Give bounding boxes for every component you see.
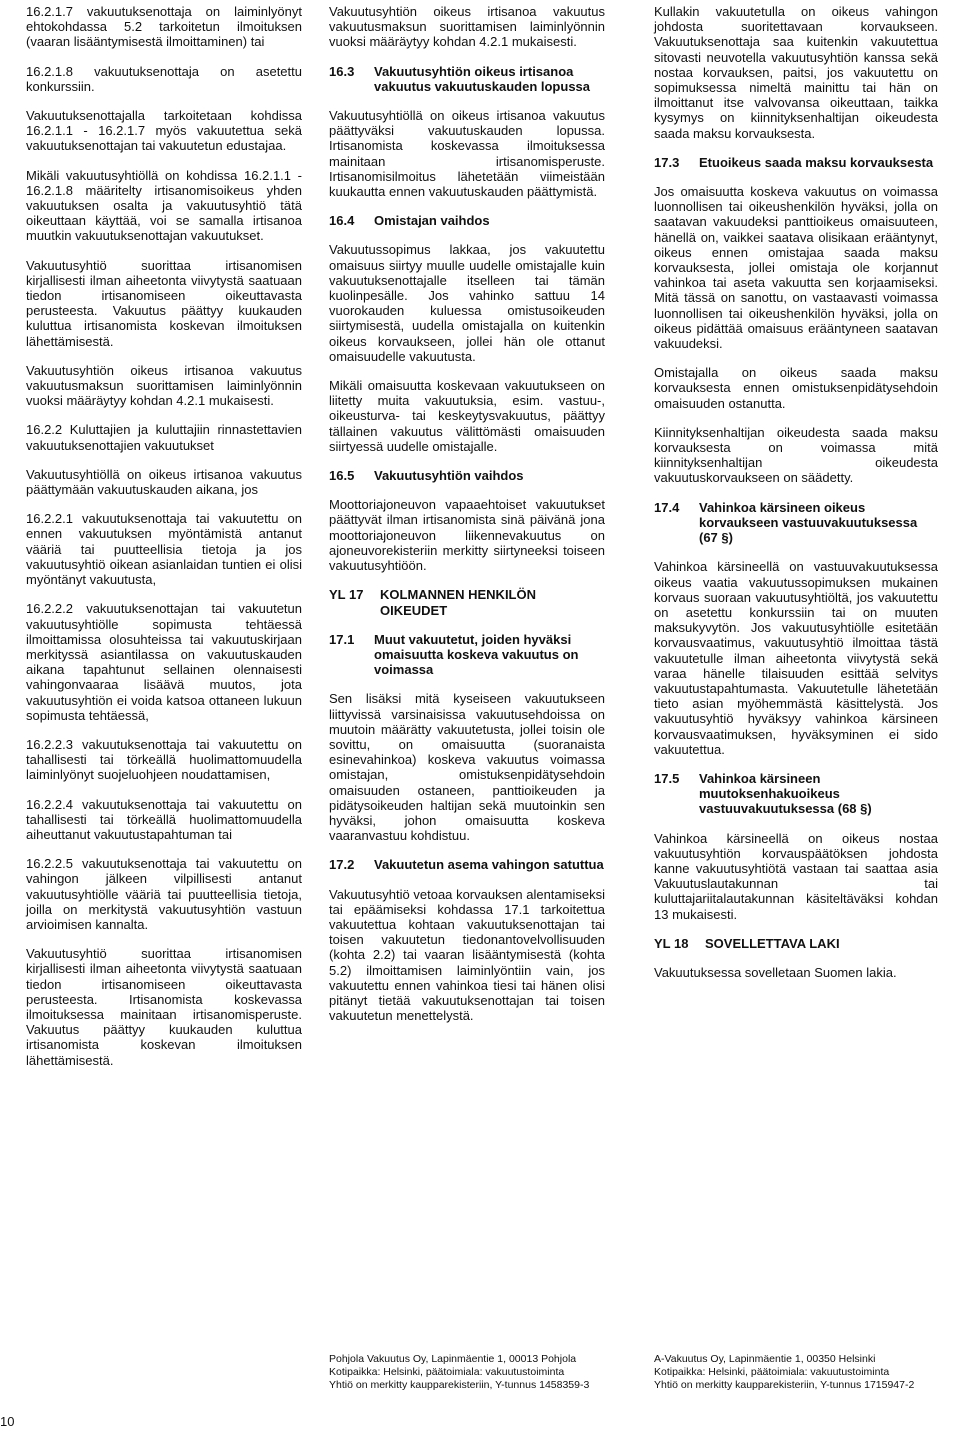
section-title: Vahinkoa kärsineen oikeus korvaukseen vastuuvakuutuksessa (67 §) bbox=[699, 499, 918, 546]
paragraph: Kullakin vakuutetulla on oikeus vahingon johdosta suoritettavaan korvaukseen. Vakuutuksenottaja saa kuitenkin vakuutettua sitovasti neuvotella vakuutusyhtiön kanssa sekä nostaa korvauksen, paitsi, jos vakuutettu on sopimuksessa nimeltä mainittu tai hän on ilmoittanut itse valvovansa oikeuttaan, taikka kysymys on kiinnityksenhaltijan oikeudesta saada maksu korvauksesta. bbox=[654, 4, 938, 141]
paragraph: Moottoriajoneuvon vapaaehtoiset vakuutukset päättyvät ilman irtisanomista sinä päivänä jona moottoriajoneuvon liikennevakuutus on ajoneuvorekisteriin merkitty siirtyneeksi toiseen vakuutusyhtiöön. bbox=[329, 497, 605, 574]
footer-line: Kotipaikka: Helsinki, päätoimiala: vakuutustoiminta bbox=[654, 1366, 890, 1378]
paragraph: Mikäli vakuutusyhtiöllä on kohdissa 16.2.1.1 - 16.2.1.8 määritelty irtisanomisoikeus yhden vakuutuksen osalta ja vakuutusyhtiö tätä oikeuttaan käyttää, voi se samalla irtisanoa muutkin vakuutuksenottajan vakuutukset. bbox=[26, 167, 302, 244]
footer-line: A-Vakuutus Oy, Lapinmäentie 1, 00350 Helsinki bbox=[654, 1353, 876, 1365]
paragraph: 16.2.1.7 vakuutuksenottaja on laiminlyönyt ehtokohdassa 5.2 tarkoitetun ilmoituksen (vaaran lisääntymisestä ilmoittaminen) tai bbox=[26, 4, 302, 50]
paragraph: 16.2.2.2 vakuutuksenottajan tai vakuutetun vakuutusyhtiölle sopimusta tehtäessä ilmoittamissa olosuhteissa tai vakuutuskirjaan merkityssä asiantilassa on vakuutuskauden aikana tapahtunut sellainen olennaisesti vahingonvaaraa lisäävä muutos, jota vakuutusyhtiön ei voida katsoa ottaneen lukuun sopimusta tehtäessä, bbox=[26, 601, 302, 723]
paragraph: Vakuutusyhtiön oikeus irtisanoa vakuutus vakuutusmaksun suorittamisen laiminlyönnin vuoksi määräytyy kohdan 4.2.1 mukaisesti. bbox=[26, 362, 302, 409]
paragraph: Sen lisäksi mitä kyseiseen vakuutukseen liittyvissä varsinaisissa vakuutusehdoissa on muutoin määrätty vakuutetusta, jollei toisin ole sovittu, on omaisuutta (suoranaista esinevahinkoa) koskeva vakuutus voimassa omistajan, omistuksenpidätysehdoin omaisuuden ostaneen, panttioikeuden ja pidätysoikeuden haltijan sekä muutoinkin sen hyväksi, johon omaisuutta koskeva vaaranvastuu kohdistuu. bbox=[329, 691, 605, 844]
section-title: Vakuutusyhtiön vaihdos bbox=[374, 468, 524, 484]
paragraph: Mikäli omaisuutta koskevaan vakuutukseen on liitetty muita vakuutuksia, esim. vastuu-, oikeusturva- tai keskeytysvakuutus, päättyy tällainen vakuutus välittömästi omaisuuden siirtyessä uudelle omistajalle. bbox=[329, 378, 605, 454]
chapter-heading-yl-18 bbox=[654, 936, 938, 951]
section-title: Muut vakuutetut, joiden hyväksi omaisuutta koskeva vakuutus on voimassa bbox=[374, 631, 579, 678]
paragraph: Jos omaisuutta koskeva vakuutus on voimassa luonnollisen tai oikeushenkilön hyväksi, jolla on saatavan vakuudeksi panttioikeus omaisuuteen, hänellä on, vaikkei saatava olisikaan erääntynyt, oikeus ennen omistajaa saada maksu korvauksesta, jollei omistaja ole korjannut vahinkoa tai aseta vakuutta sen korjaamiseksi. Mitä tässä on sanottu, on vastaavasti voimassa luonnollisen tai oikeushenkilön hyväksi, jolla on oikeus pidättää omaisuus erääntyneen saatavan vakuudeksi. bbox=[654, 184, 938, 352]
section-number: 16.5 bbox=[329, 468, 355, 484]
section-title: KOLMANNEN HENKILÖN OIKEUDET bbox=[380, 587, 536, 618]
section-title: Etuoikeus saada maksu korvauksesta bbox=[699, 154, 934, 170]
section-number: 17.5 bbox=[654, 770, 680, 786]
paragraph: Vakuutuksenottajalla tarkoitetaan kohdissa 16.2.1.1 - 16.2.1.7 myös vakuutettua sekä vakuutuksenottajan tai vakuutetun edustajaa. bbox=[26, 108, 302, 154]
paragraph: Vakuutusyhtiö suorittaa irtisanomisen kirjallisesti ilman aiheetonta viivytystä saatuaan tiedon irtisanomiseen oikeuttavasta perusteesta. Vakuutus päättyy kuukauden kuluttua irtisanomista koskevan ilmoituksen lähettämisestä. bbox=[26, 257, 302, 349]
column-1 bbox=[26, 4, 302, 1082]
chapter-heading-yl-17 bbox=[329, 587, 605, 617]
section-number: 17.4 bbox=[654, 499, 680, 515]
section-heading-17-4 bbox=[654, 500, 938, 546]
section-heading-16-3 bbox=[329, 64, 605, 94]
column-3 bbox=[654, 4, 938, 994]
paragraph: Vakuutussopimus lakkaa, jos vakuutettu omaisuus siirtyy muulle uudelle omistajalle kuin vakuutuksenottajalle itselleen tai tämän kuolinpesälle. Jos vahinko sattuu 14 vuorokauden kuluessa omistusoikeuden siirtymisestä, uudella omistajalla on kuitenkin oikeus korvaukseen, jollei hän ole ottanut omaisuudelle vakuutusta. bbox=[329, 242, 605, 364]
section-heading-17-1 bbox=[329, 632, 605, 678]
section-heading-17-2 bbox=[329, 857, 605, 872]
footer-line: Pohjola Vakuutus Oy, Lapinmäentie 1, 00013 Pohjola bbox=[329, 1353, 577, 1365]
section-title: Vakuutusyhtiön oikeus irtisanoa vakuutus vakuutuskauden lopussa bbox=[374, 63, 591, 94]
section-title: SOVELLETTAVA LAKI bbox=[705, 935, 840, 951]
section-number: 17.2 bbox=[329, 857, 355, 873]
paragraph: Vakuutusyhtiön oikeus irtisanoa vakuutus vakuutusmaksun suorittamisen laiminlyönnin vuoksi määräytyy kohdan 4.2.1 mukaisesti. bbox=[329, 4, 605, 50]
footer-company-pohjola bbox=[329, 1353, 589, 1392]
section-number: 16.3 bbox=[329, 63, 355, 79]
section-heading-16-4 bbox=[329, 213, 605, 228]
paragraph: Omistajalla on oikeus saada maksu korvauksesta ennen omistuksenpidätysehdoin omaisuuden ostanutta. bbox=[654, 365, 938, 411]
paragraph: 16.2.2 Kuluttajien ja kuluttajiin rinnastettavien vakuutuksenottajien vakuutukset bbox=[26, 422, 302, 453]
section-title: Omistajan vaihdos bbox=[374, 213, 490, 229]
paragraph: 16.2.2.5 vakuutuksenottaja tai vakuutettu on vahingon jälkeen vilpillisesti antanut vakuutusyhtiölle vääriä tai puutteellisia tietoja, joilla on merkitystä vakuutusyhtiön vastuun arvioimisen kannalta. bbox=[26, 856, 302, 932]
column-2 bbox=[329, 4, 605, 1037]
footer-line: Yhtiö on merkitty kaupparekisteriin, Y-tunnus 1715947-2 bbox=[654, 1379, 915, 1391]
section-number: YL 17 bbox=[329, 587, 364, 603]
section-title: Vahinkoa kärsineen muutoksenhakuoikeus vastuuvakuutuksessa (68 §) bbox=[699, 770, 872, 817]
paragraph: Vahinkoa kärsineellä on oikeus nostaa vakuutusyhtiön korvauspäätöksen johdosta kanne vakuutusyhtiötä vastaan tai saattaa asia Vakuutuslautakunnan tai kuluttajariitalautakunnan käsiteltäväksi kohdan 13 mukaisesti. bbox=[654, 830, 938, 922]
paragraph: Vakuutusyhtiöllä on oikeus irtisanoa vakuutus päättymään vakuutuskauden aikana, jos bbox=[26, 466, 302, 498]
paragraph: Vahinkoa kärsineellä on vastuuvakuutuksessa oikeus vaatia vakuutussopimuksen mukainen korvaus suoraan vakuutusyhtiöltä, jos vakuutettu on asetettu konkurssiin tai on muuten maksukyvytön. Jos vakuutusyhtiölle esitetään korvausvaatimus, vakuutusyhtiö ilmoittaa tästä vakuutetulle ilman aiheetonta viivytystä sekä varaa hänelle tilaisuuden esittää selvitys vakuutustapahtumasta. Vakuutetulle lähetetään tieto asian myöhemmästä käsittelystä. Jos vakuutusyhtiö hyväksyy vahinkoa kärsineen korvausvaatimuksen, hyväksyminen ei sido vakuutettua. bbox=[654, 559, 938, 757]
section-heading-16-5 bbox=[329, 468, 605, 483]
paragraph: Vakuutusyhtiöllä on oikeus irtisanoa vakuutus päättyväksi vakuutuskauden lopussa. Irtisanomista koskevassa ilmoituksessa mainitaan irtisanomisperuste. Irtisanomisilmoitus lähetetään viimeistään kuukautta ennen vakuutuskauden päättymistä. bbox=[329, 108, 605, 200]
section-number: YL 18 bbox=[654, 935, 689, 951]
section-number: 17.1 bbox=[329, 631, 355, 647]
paragraph: 16.2.1.8 vakuutuksenottaja on asetettu konkurssiin. bbox=[26, 63, 302, 94]
footer-company-a-vakuutus bbox=[654, 1353, 914, 1392]
footer-line: Kotipaikka: Helsinki, päätoimiala: vakuutustoiminta bbox=[329, 1366, 565, 1378]
section-number: 17.3 bbox=[654, 154, 680, 170]
paragraph: Vakuutusyhtiö vetoaa korvauksen alentamiseksi tai epäämiseksi kohdassa 17.1 tarkoitettua vakuutettua kohtaan vakuutuksenottajan tai toisen vakuutetun tiedonantovelvollisuuden (kohta 2.2) tai vaaran lisääntymisestä (kohta 5.2) ilmoittamisen laiminlyöntiin vain, jos vakuutettu ennen vahinkoa tiesi tai hänen olisi pitänyt tietää vakuutuksenottajan tai toisen vakuutetun menettelystä. bbox=[329, 886, 605, 1024]
paragraph: 16.2.2.3 vakuutuksenottaja tai vakuutettu on tahallisesti tai törkeällä huolimattomuudella laiminlyönyt suojeluohjeen noudattamisen, bbox=[26, 736, 302, 783]
paragraph: Vakuutuksessa sovelletaan Suomen lakia. bbox=[654, 964, 897, 980]
page-number: 10 bbox=[0, 1414, 15, 1429]
paragraph: 16.2.2.4 vakuutuksenottaja tai vakuutettu on tahallisesti tai törkeällä huolimattomuudella aiheuttanut vakuutustapahtuman tai bbox=[26, 796, 302, 842]
paragraph: 16.2.2.1 vakuutuksenottaja tai vakuutettu on ennen vakuutuksen myöntämistä antanut vääriä tai puutteellisia tietoja ja jos vakuutusyhtiö oikean asianlaidan tuntien ei olisi myöntänyt vakuutusta, bbox=[26, 511, 302, 588]
section-heading-17-5 bbox=[654, 771, 938, 817]
section-number: 16.4 bbox=[329, 213, 355, 229]
paragraph: Kiinnityksenhaltijan oikeudesta saada maksu korvauksesta on voimassa mitä kiinnityksenhaltijan oikeudesta vakuutuskorvaukseen on säädetty. bbox=[654, 424, 938, 486]
paragraph: Vakuutusyhtiö suorittaa irtisanomisen kirjallisesti ilman aiheetonta viivytystä saatuaan tiedon irtisanomiseen oikeuttavasta perusteesta. Irtisanomista koskevassa ilmoituksessa mainitaan irtisanomisperuste. Vakuutus päättyy kuukauden kuluttua irtisanomista koskevan ilmoituksen lähettämisestä. bbox=[26, 946, 302, 1068]
section-title: Vakuutetun asema vahingon satuttua bbox=[374, 857, 604, 873]
section-heading-17-3 bbox=[654, 155, 938, 170]
footer-line: Yhtiö on merkitty kaupparekisteriin, Y-tunnus 1458359-3 bbox=[329, 1379, 590, 1391]
